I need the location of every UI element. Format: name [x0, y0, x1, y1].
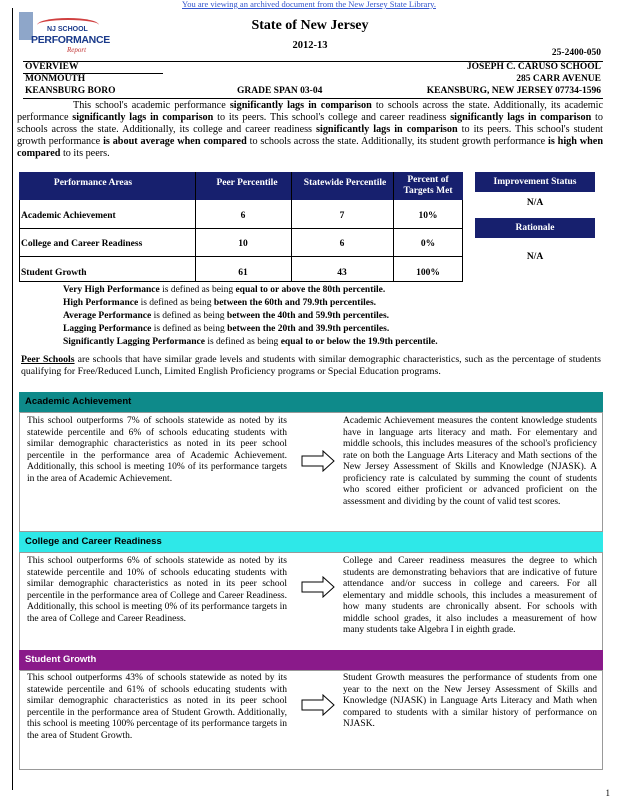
school-address: 285 CARR AVENUE	[516, 74, 601, 84]
summary-paragraph: This school's academic performance significantly lags in comparison to schools across the state. Additionally, its academic performance significantly lags in comparison to its peers. This school's college and career readiness significantly lags in comparison to schools across the state. Additionally, its college and career readiness significantly lags in comparison to its peers. This school's student growth performance is about average when compared to schools across the state. Additionally, its student growth performance is high when compared to its peers.	[17, 100, 604, 159]
peer-schools-text: are schools that have similar grade levels and students with similar demographic characteristics, such as the percentage of students qualifying for Free/Reduced Lunch, Limited English Proficiency programs or Special Education programs.	[21, 354, 601, 377]
table-col-divider-1	[195, 172, 196, 282]
row-peer-academic: 6	[240, 211, 246, 221]
definition-line: Significantly Lagging Performance is defined as being equal to or below the 19.9th percentile.	[63, 337, 438, 347]
col-header-peer: Peer Percentile	[216, 178, 278, 188]
row-peer-growth: 61	[238, 268, 248, 278]
definition-line: Very High Performance is defined as being equal to or above the 80th percentile.	[63, 285, 386, 295]
peer-schools-note	[21, 354, 601, 378]
row-state-academic: 7	[339, 211, 345, 221]
school-name: JOSEPH C. CARUSO SCHOOL	[466, 62, 601, 72]
row-targets-growth: 100%	[416, 268, 440, 278]
school-code: 25-2400-050	[551, 48, 601, 58]
page-number: 1	[605, 788, 610, 798]
section-right-ccr: College and Career readiness measures the degree to which students are demonstrating behaviors that are indicative of future attendance and/or success in college and careers. For all elementary and middle schools, this includes a measurement of how many students are chronically absent. For schools with middle school grades, it also includes a measurement of how many students take Algebra I in eighth grade.	[343, 556, 597, 635]
grade-span: GRADE SPAN 03-04	[237, 86, 323, 96]
section-left-academic: This school outperforms 7% of schools statewide as noted by its statewide percentile and 6% of schools educating students with similar demographic characteristics as noted in its peer school percentile in the performance area of Academic Achievement. Additionally, this school is meeting 10% of its performance targets in the area of Academic Achievement.	[27, 416, 287, 484]
improvement-status-value: N/A	[526, 198, 544, 208]
row-state-ccr: 6	[339, 239, 345, 249]
col-header-statewide: Statewide Percentile	[303, 178, 387, 188]
row-state-growth: 43	[337, 268, 347, 278]
rationale-value: N/A	[526, 252, 544, 262]
col-header-targets: Percent of Targets Met	[403, 175, 453, 196]
row-peer-ccr: 10	[238, 239, 248, 249]
definition-line: High Performance is defined as being between the 60th and 79.9th percentiles.	[63, 298, 377, 308]
table-row-divider	[19, 228, 463, 229]
logo-line1: NJ SCHOOL	[47, 26, 88, 33]
county-name: MONMOUTH	[25, 74, 86, 84]
section-header-academic: Academic Achievement	[19, 392, 603, 412]
row-targets-ccr: 0%	[420, 239, 436, 249]
col-header-areas: Performance Areas	[53, 178, 133, 188]
header-divider-bottom	[23, 98, 603, 99]
table-col-divider-3	[393, 172, 394, 282]
section-header-ccr: College and Career Readiness	[19, 532, 603, 552]
section-left-growth: This school outperforms 43% of schools statewide as noted by its statewide percentile and 61% of schools educating students with similar demographic characteristics as noted in its peer school percentile in the performance area of Student Growth. Additionally, this school is meeting 100% percentage of its performance targets in the area of Student Growth.	[27, 673, 287, 741]
archive-banner-link[interactable]: You are viewing an archived document from the New Jersey State Library.	[182, 0, 436, 9]
page-title: State of New Jersey	[251, 18, 369, 33]
peer-schools-term: Peer Schools	[21, 354, 75, 365]
right-arrow-icon	[301, 576, 335, 598]
district-name: KEANSBURG BORO	[25, 86, 116, 96]
row-area-academic: Academic Achievement	[21, 211, 116, 221]
rationale-header: Rationale	[475, 218, 595, 238]
section-right-growth: Student Growth measures the performance of students from one year to the next on the New Jersey Assessment of Skills and Knowledge (NJASK) in Language Arts Literacy and Math when compared to students with a similar history of performance on NJASK.	[343, 673, 597, 729]
right-arrow-icon	[301, 450, 335, 472]
row-area-ccr: College and Career Readiness	[21, 239, 143, 249]
definition-line: Average Performance is defined as being between the 40th and 59.9th percentiles.	[63, 311, 390, 321]
row-targets-academic: 10%	[418, 211, 438, 221]
overview-label: OVERVIEW	[25, 62, 79, 72]
improvement-status-header: Improvement Status	[475, 172, 595, 192]
logo-line2: PERFORMANCE	[31, 34, 110, 46]
logo-line3: Report	[67, 46, 87, 54]
school-city: KEANSBURG, NEW JERSEY 07734-1596	[426, 86, 601, 96]
section-left-ccr: This school outperforms 6% of schools statewide as noted by its statewide percentile and 10% of schools educating students with similar demographic characteristics as noted in its peer school percentile in the performance area of College and Career Readiness. Additionally, this school is meeting 0% of its performance targets in the area of College and Career Readiness.	[27, 556, 287, 624]
report-year: 2012-13	[292, 40, 328, 51]
table-col-divider-2	[291, 172, 292, 282]
section-right-academic: Academic Achievement measures the content knowledge students have in language arts literacy and math. For elementary and middle schools, this includes measures of the school's proficiency rate on both the Language Arts Literacy and Math sections of the New Jersey Assessment of Skills and Knowledge (NJASK). A proficiency rate is calculated by summing the count of students who scored either proficient or advanced proficient on the assessment and dividing by the count of valid test scores.	[343, 416, 597, 507]
row-area-growth: Student Growth	[21, 268, 87, 278]
section-header-growth: Student Growth	[19, 650, 603, 670]
report-page	[12, 8, 607, 790]
right-arrow-icon	[301, 694, 335, 716]
table-row-divider	[19, 256, 463, 257]
definition-line: Lagging Performance is defined as being between the 20th and 39.9th percentiles.	[63, 324, 390, 334]
